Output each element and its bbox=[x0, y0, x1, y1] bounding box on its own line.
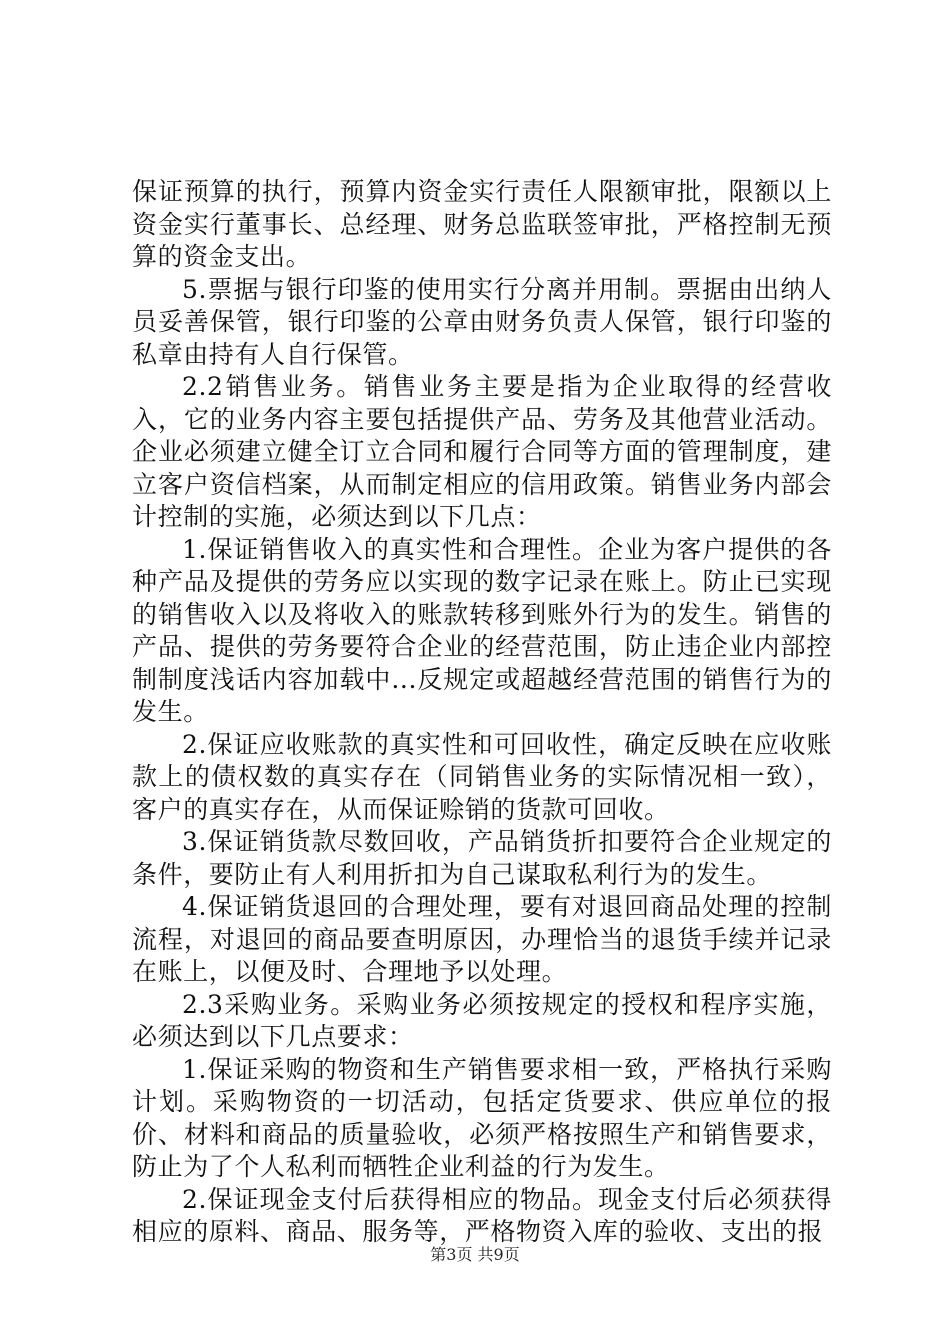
page-footer: 第3页 共9页 bbox=[430, 1245, 520, 1264]
paragraph: 2.保证现金支付后获得相应的物品。现金支付后必须获得相应的原料、商品、服务等，严格物资入库的验收、支出的报 bbox=[132, 1184, 832, 1246]
paragraph: 5.票据与银行印鉴的使用实行分离并用制。票据由出纳人员妥善保管，银行印鉴的公章由财务负责人保管，银行印鉴的私章由持有人自行保管。 bbox=[132, 274, 832, 369]
document-body bbox=[132, 176, 832, 1249]
paragraph: 4.保证销货退回的合理处理，要有对退回商品处理的控制流程，对退回的商品要查明原因，办理恰当的退货手续并记录在账上，以便及时、合理地予以处理。 bbox=[132, 892, 832, 986]
paragraph: 2.2销售业务。销售业务主要是指为企业取得的经营收入，它的业务内容主要包括提供产品、劳务及其他营业活动。企业必须建立健全订立合同和履行合同等方面的管理制度，建立客户资信档案，从而制定相应的信用政策。销售业务内部会计控制的实施，必须达到以下几点： bbox=[132, 372, 832, 531]
paragraph: 保证预算的执行，预算内资金实行责任人限额审批，限额以上资金实行董事长、总经理、财务总监联签审批，严格控制无预算的资金支出。 bbox=[132, 177, 832, 271]
paragraph: 2.保证应收账款的真实性和可回收性，确定反映在应收账款上的债权数的真实存在（同销售业务的实际情况相一致），客户的真实存在，从而保证赊销的货款可回收。 bbox=[132, 729, 832, 824]
paragraph: 1.保证销售收入的真实性和合理性。企业为客户提供的各种产品及提供的劳务应以实现的数字记录在账上。防止已实现的销售收入以及将收入的账款转移到账外行为的发生。销售的产品、提供的劳务要符合企业的经营范围，防止违企业内部控制制度浅话内容加载中...反规定或超越经营范围的销售行为的发生。 bbox=[132, 534, 832, 726]
paragraph: 3.保证销货款尽数回收，产品销货折扣要符合企业规定的条件，要防止有人利用折扣为自己谋取私利行为的发生。 bbox=[132, 827, 832, 889]
paragraph: 2.3采购业务。采购业务必须按规定的授权和程序实施，必须达到以下几点要求： bbox=[132, 989, 832, 1051]
paragraph: 1.保证采购的物资和生产销售要求相一致，严格执行采购计划。采购物资的一切活动，包括定货要求、供应单位的报价、材料和商品的质量验收，必须严格按照生产和销售要求，防止为了个人私利而牺牲企业利益的行为发生。 bbox=[132, 1054, 832, 1181]
